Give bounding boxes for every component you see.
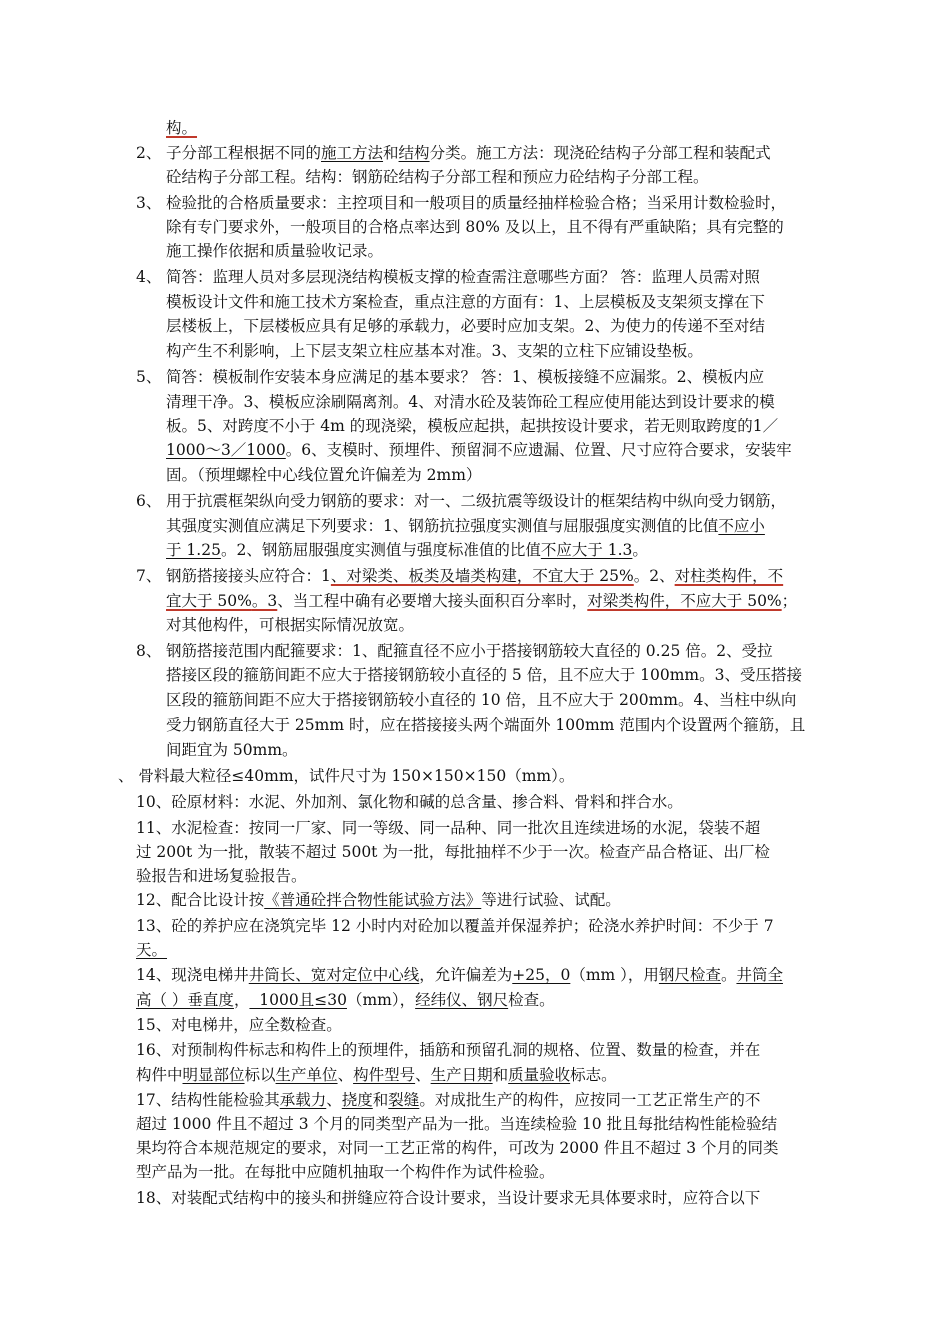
text-run: 16、对预制构件标志和构件上的预埋件，插筋和预留孔洞的规格、位置、数量的检查，并在 [136,1041,761,1059]
text-run: 高（ ）垂直度， 1000且≤30（mm），经纬仪、钢尺检查。 [136,991,555,1009]
list-number: 6、 [136,492,162,510]
underlined-term: +25，0 [512,966,571,984]
text-run: 构。 [166,119,198,137]
underlined-term: 挠度 [341,1091,373,1109]
underlined-term: 经纬仪、钢尺 [415,991,509,1009]
text-run: 清理干净。3、模板应涂刷隔离剂。4、对清水砼及装饰砼工程应使用能达到设计要求的模 [166,393,775,411]
text-run: 简答：监理人员对多层现浇结构模板支撑的检查需注意哪些方面？ 答：监理人员需对照 [166,268,760,286]
text-run: 超过 1000 件且不超过 3 个月的同类型产品为一批。当连续检验 10 批且每批结构性能检验结 [136,1115,778,1133]
text-run: 宜大于 50%。3、当工程中确有必要增大接头面积百分率时，对梁类构件，不应大于 50%； [166,592,798,610]
text-run: 检验批的合格质量要求：主控项目和一般项目的质量经抽样检验合格；当采用计数检验时， [166,194,787,212]
text-run: 板。5、对跨度不小于 4m 的现浇梁，模板应起拱，起拱按设计要求，若无则取跨度的1／ [166,417,779,435]
text-run: 钢筋搭接范围内配箍要求：1、配箍直径不应小于搭接钢筋较大直径的 0.25 倍。2、受拉 [166,642,773,660]
text-run: 固。（预埋螺栓中心线位置允许偏差为 2mm） [166,466,482,484]
underlined-term: 高（ ）垂直度 [136,991,234,1009]
text-run: 天。 [136,941,168,959]
underlined-term: 生产日期 [430,1066,493,1084]
text-run: 14、现浇电梯井井筒长、宽对定位中心线，允许偏差为+25，0（mm ），用钢尺检查。井筒全 [136,966,783,984]
underlined-term: 井筒全 [736,966,783,984]
red-underlined-term: 对梁类构件，不应大于 50% [587,592,782,610]
text-run: 砼结构子分部工程。结构：钢筋砼结构子分部工程和预应力砼结构子分部工程。 [166,168,709,186]
text-run: 15、对电梯井，应全数检查。 [136,1016,342,1034]
text-run: 施工操作依据和质量验收记录。 [166,242,384,260]
text-run: 子分部工程根据不同的施工方法和结构分类。施工方法：现浇砼结构子分部工程和装配式 [166,144,771,162]
text-run: 搭接区段的箍筋间距不应大于搭接钢筋较小直径的 5 倍，且不应大于 100mm。3、受压搭接 [166,666,802,684]
text-run: 除有专门要求外，一般项目的合格点率达到 80% 及以上，且不得有严重缺陷；具有完整的 [166,218,784,236]
text-run: 12、配合比设计按《普通砼拌合物性能试验方法》等进行试验、试配。 [136,891,621,909]
text-run: 过 200t 为一批，散装不超过 500t 为一批，每批抽样不少于一次。检查产品合格证、出厂检 [136,843,770,861]
list-number: 2、 [136,144,162,162]
underlined-term: 钢尺检查 [658,966,721,984]
red-underlined-term: 宜大于 50% [166,592,252,610]
underlined-term: 生产单位 [275,1066,338,1084]
text-run: 其强度实测值应满足下列要求：1、钢筋抗拉强度实测值与屈服强度实测值的比值不应小 [166,517,765,535]
text-run: 简答：模板制作安装本身应满足的基本要求？ 答：1、模板接缝不应漏浆。2、模板内应 [166,368,765,386]
text-run: 间距宜为 50mm。 [166,741,298,759]
underlined-term: 1000～3／1000 [166,441,286,459]
text-run: 对其他构件，可根据实际情况放宽。 [166,616,415,634]
text-run: 受力钢筋直径大于 25mm 时，应在搭接接头两个端面外 100mm 范围内个设置两个箍筋，且 [166,716,806,734]
text-run: 构产生不利影响，上下层支架立柱应基本对准。3、支架的立柱下应铺设垫板。 [166,342,703,360]
text-run: 钢筋搭接接头应符合：1、对梁类、板类及墙类构建，不宜大于 25%。2、对柱类构件，不 [166,567,784,585]
list-number: 5、 [136,368,162,386]
text-run: 1000～3／1000。6、支模时、预埋件、预留洞不应遗漏、位置、尺寸应符合要求，安装牢 [166,441,792,459]
text-run: 型产品为一批。在每批中应随机抽取一个构件作为试件检验。 [136,1163,555,1181]
text-run: 18、对装配式结构中的接头和拼缝应符合设计要求，当设计要求无具体要求时，应符合以下 [136,1189,761,1207]
underlined-term: 1000且≤30 [249,991,347,1009]
underlined-term: 裂缝 [388,1091,420,1109]
underlined-term: 不应大于 1.3 [540,541,633,559]
underlined-term: 《普通砼拌合物性能试验方法》 [264,891,482,909]
underlined-term: 井筒长、宽对定位中心线 [248,966,420,984]
text-run: 13、砼的养护应在浇筑完毕 12 小时内对砼加以覆盖并保湿养护；砼浇水养护时间：不少于 7 [136,917,774,935]
text-run: 果均符合本规范规定的要求，对同一工艺正常的构件，可改为 2000 件且不超过 3 个月的同类 [136,1139,779,1157]
red-underlined-term: 对柱类构件，不 [674,567,784,585]
underlined-term: 于 1.25 [166,541,221,559]
underlined-term: 承载力 [279,1091,327,1109]
text-run: 17、结构性能检验其承载力、挠度和裂缝。对成批生产的构件，应按同一工艺正常生产的不 [136,1091,761,1109]
text-run: 、 骨料最大粒径≤40mm，试件尺寸为 150×150×150（mm）。 [118,767,575,785]
text-run: 于 1.25。2、钢筋屈服强度实测值与强度标准值的比值不应大于 1.3。 [166,541,648,559]
underlined-term: 不应小 [718,517,765,535]
red-underlined-term: 、对梁类、板类及墙类构建，不宜大于 25% [330,567,634,585]
underlined-term: 明显部位 [182,1066,245,1084]
text-run: 10、砼原材料：水泥、外加剂、氯化物和碱的总含量、掺合料、骨料和拌合水。 [136,793,683,811]
underlined-term: 结构 [398,144,430,162]
underlined-term: 构件型号 [353,1066,416,1084]
text-run: 用于抗震框架纵向受力钢筋的要求：对一、二级抗震等级设计的框架结构中纵向受力钢筋， [166,492,787,510]
text-run: 模板设计文件和施工技术方案检查，重点注意的方面有：1、上层模板及支架须支撑在下 [166,293,765,311]
text-run: 验报告和进场复验报告。 [136,867,307,885]
text-run: 11、水泥检查：按同一厂家、同一等级、同一品种、同一批次且连续进场的水泥，袋装不超 [136,819,761,837]
underlined-term: 质量验收 [508,1066,571,1084]
text-run: 层楼板上，下层楼板应具有足够的承载力，必要时应加支架。2、为使力的传递不至对结 [166,317,765,335]
list-number: 3、 [136,194,162,212]
underlined-term: 施工方法 [321,144,384,162]
list-number: 7、 [136,567,162,585]
text-run: 构件中明显部位标以生产单位、构件型号、生产日期和质量验收标志。 [136,1066,617,1084]
text-run: 区段的箍筋间距不应大于搭接钢筋较小直径的 10 倍，且不应大于 200mm。4、当柱中纵向 [166,691,797,709]
list-number: 4、 [136,268,162,286]
list-number: 8、 [136,642,162,660]
